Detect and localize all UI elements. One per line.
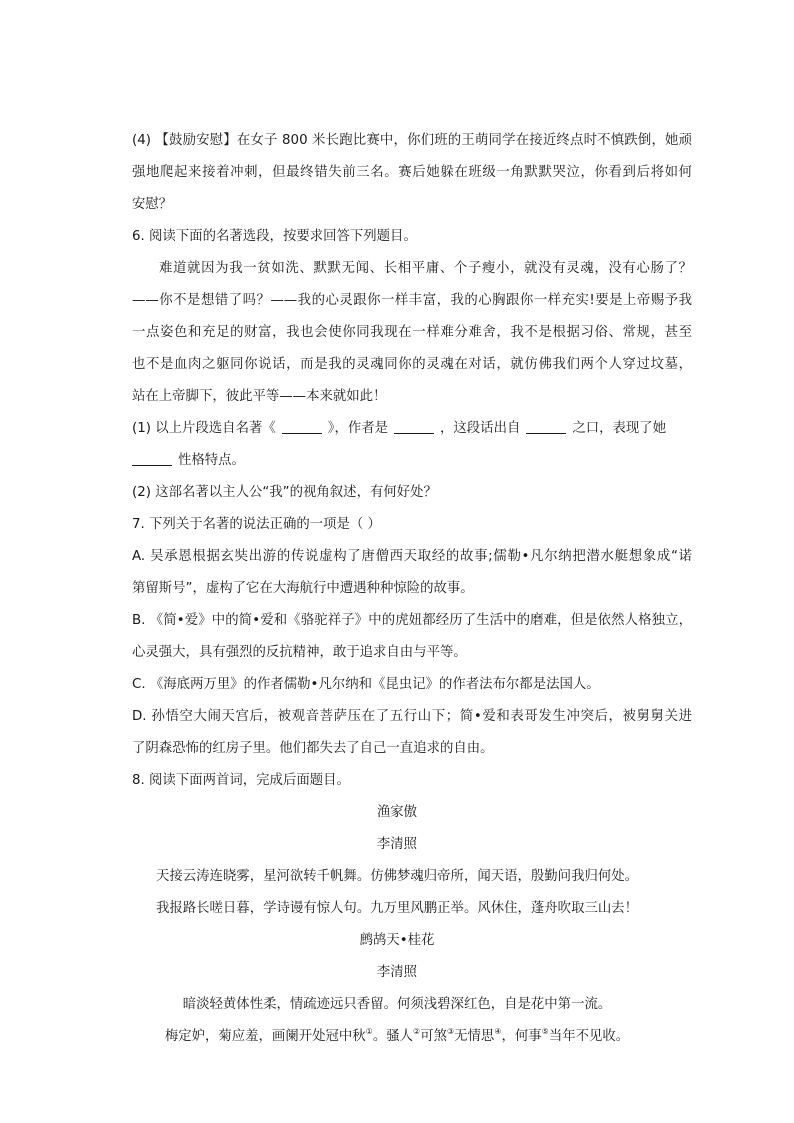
footnote-marker-2: ② <box>413 1027 421 1036</box>
footnote-marker-1: ① <box>365 1027 373 1036</box>
q6-passage-line-1: 难道就因为我一贫如洗、默默无闻、长相平庸、个子瘦小，就没有灵魂，没有心肠了？ <box>159 261 692 276</box>
q6-stem: 6. 阅读下面的名著选段，按要求回答下列题目。 <box>132 229 417 244</box>
q6-sub1-line-2 <box>132 451 692 471</box>
q7-option-c: C. 《海底两万里》的作者儒勒•凡尔纳和《昆虫记》的作者法布尔都是法国人。 <box>132 677 600 692</box>
q6-sub1-text-c: ，这段话出自 <box>440 421 521 436</box>
q6-sub1-line-1 <box>132 419 692 439</box>
q7-option-b-line-2: 心灵强大，具有强烈的反抗精神，敢于追求自由与平等。 <box>132 645 467 660</box>
q7-option-d-line-1: D. 孙悟空大闹天宫后，被观音菩萨压在了五行山下；简•爱和表哥发生冲突后，被舅舅关进 <box>132 709 692 724</box>
poem1-author: 李清照 <box>376 837 418 852</box>
answer-blank-3 <box>526 419 566 434</box>
q6-passage-line-3: 一点姿色和充足的财富，我也会使你同我现在一样难分难舍，我不是根据习俗、常规，甚至 <box>132 325 692 340</box>
q6-sub1-text-d: 之口，表现了她 <box>572 421 667 436</box>
poem2-line-2-part-a: 梅定妒，菊应羞，画阑开处冠中秋 <box>164 1029 366 1044</box>
q7-stem: 7. 下列关于名著的说法正确的一项是（ ） <box>132 517 381 532</box>
q4-line-1: (4) 【鼓励安慰】在女子 800 米长跑比赛中，你们班的王萌同学在接近终点时不慎跌倒，她顽 <box>132 133 692 148</box>
q6-passage-line-2: ——你不是想错了吗？——我的心灵跟你一样丰富，我的心胸跟你一样充实!要是上帝赐予我 <box>132 293 692 308</box>
footnote-marker-5: ⑤ <box>541 1027 549 1036</box>
q6-sub1-text-a: (1) 以上片段选自名著《 <box>132 421 276 436</box>
poem1-line-2: 我报路长嗟日暮，学诗谩有惊人句。九万里风鹏正举。风休住，蓬舟吹取三山去！ <box>155 901 639 916</box>
poem2-line-2-part-e: ，何事 <box>501 1029 542 1044</box>
footnote-marker-3: ③ <box>446 1027 455 1036</box>
poem2-line-2 <box>120 1027 674 1047</box>
q7-option-a-line-1: A. 吴承恩根据玄奘出游的传说虚构了唐僧西天取经的故事;儒勒•凡尔纳把潜水艇想象成“诺 <box>132 549 692 564</box>
q7-option-a-line-2: 第留斯号”，虚构了它在大海航行中遭遇种种惊险的故事。 <box>132 581 474 596</box>
poem2-author: 李清照 <box>376 965 418 980</box>
poem2-title: 鹧鸪天•桂花 <box>359 933 435 948</box>
q6-sub2: (2) 这部名著以主人公“我”的视角叙述，有何好处？ <box>132 485 437 500</box>
poem2-line-1: 暗淡轻黄体性柔，情疏迹远只香留。何须浅碧深红色，自是花中第一流。 <box>182 997 612 1012</box>
answer-blank-1 <box>282 419 322 434</box>
q7-option-b-line-1: B. 《简•爱》中的简•爱和《骆驼祥子》中的虎妞都经历了生活中的磨难，但是依然人格独立， <box>132 613 692 628</box>
answer-blank-4 <box>132 451 172 466</box>
poem1-line-1: 天接云涛连晓雾，星河欲转千帆舞。仿佛梦魂归帝所，闻天语，殷勤问我归何处。 <box>155 869 639 884</box>
answer-blank-2 <box>394 419 434 434</box>
poem2-line-2-part-f: 当年不见收。 <box>548 1029 630 1044</box>
q6-passage-line-4: 也不是血肉之躯同你说话，而是我的灵魂同你的灵魂在对话，就仿佛我们两个人穿过坟墓， <box>132 357 692 372</box>
q7-option-d-line-2: 了阴森恐怖的红房子里。他们都失去了自己一直追求的自由。 <box>132 741 494 756</box>
footnote-marker-4: ④ <box>494 1027 502 1036</box>
poem2-line-2-part-c: 可煞 <box>420 1029 447 1044</box>
q6-sub1-text-b: 》，作者是 <box>327 421 389 436</box>
q4-line-3: 安慰？ <box>132 197 173 212</box>
poem1-title: 渔家傲 <box>376 805 418 820</box>
poem2-line-2-part-b: 。骚人 <box>372 1029 414 1044</box>
q6-passage-line-5: 站在上帝脚下，彼此平等——本来就如此！ <box>132 389 387 404</box>
q4-line-2: 强地爬起来接着冲刺，但最终错失前三名。赛后她躲在班级一角默默哭泣，你看到后将如何 <box>132 165 692 180</box>
poem2-line-2-part-d: 无情思 <box>454 1029 495 1044</box>
q8-stem: 8. 阅读下面两首词，完成后面题目。 <box>132 773 350 788</box>
q6-sub1-text-e: 性格特点。 <box>178 453 245 468</box>
